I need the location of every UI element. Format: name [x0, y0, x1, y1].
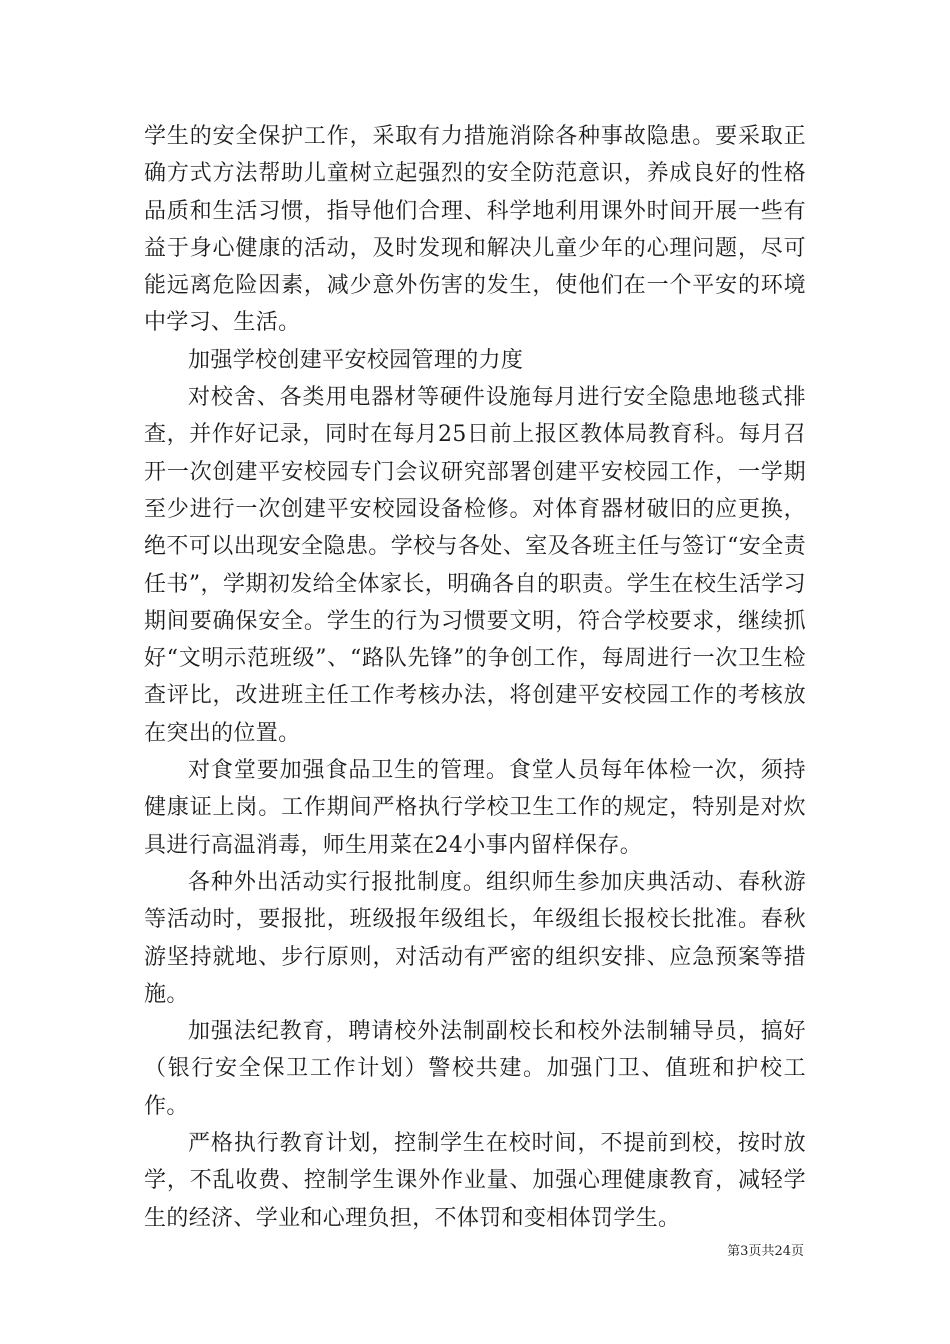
page-number-label: 第3页共24页: [727, 1244, 804, 1259]
paragraph-6: 严格执行教育计划，控制学生在校时间，不提前到校，按时放学，不乱收费、控制学生课外作业量、加强心理健康教育，减轻学生的经济、学业和心理负担，不体罚和变相体罚学生。: [144, 1131, 806, 1231]
paragraph-4: 各种外出活动实行报批制度。组织师生参加庆典活动、春秋游等活动时，要报批，班级报年级组长，年级组长报校长批准。春秋游坚持就地、步行原则，对活动有严密的组织安排、应急预案等措施。: [144, 869, 806, 1007]
document-body: [144, 118, 806, 1237]
page-footer: [727, 1240, 804, 1259]
paragraph-2: 对校舍、各类用电器材等硬件设施每月进行安全隐患地毯式排查，并作好记录，同时在每月25日前上报区教体局教育科。每月召开一次创建平安校园专门会议研究部署创建平安校园工作，一学期至少进行一次创建平安校园设备检修。对体育器材破旧的应更换，绝不可以出现安全隐患。学校与各处、室及各班主任与签订“安全责任书”，学期初发给全体家长，明确各自的职责。学生在校生活学习期间要确保安全。学生的行为习惯要文明，符合学校要求，继续抓好“文明示范班级”、“路队先锋”的争创工作，每周进行一次卫生检查评比，改进班主任工作考核办法，将创建平安校园工作的考核放在突出的位置。: [144, 385, 806, 746]
paragraph-1: 学生的安全保护工作，采取有力措施消除各种事故隐患。要采取正确方式方法帮助儿童树立起强烈的安全防范意识，养成良好的性格品质和生活习惯，指导他们合理、科学地利用课外时间开展一些有益于身心健康的活动，及时发现和解决儿童少年的心理问题，尽可能远离危险因素，减少意外伤害的发生，使他们在一个平安的环境中学习、生活。: [144, 124, 806, 336]
section-heading: 加强学校创建平安校园管理的力度: [188, 347, 524, 373]
paragraph-3: 对食堂要加强食品卫生的管理。食堂人员每年体检一次，须持健康证上岗。工作期间严格执行学校卫生工作的规定，特别是对炊具进行高温消毒，师生用菜在24小事内留样保存。: [144, 758, 806, 858]
paragraph-5: 加强法纪教育，聘请校外法制副校长和校外法制辅导员，搞好（银行安全保卫工作计划）警校共建。加强门卫、值班和护校工作。: [144, 1019, 806, 1119]
